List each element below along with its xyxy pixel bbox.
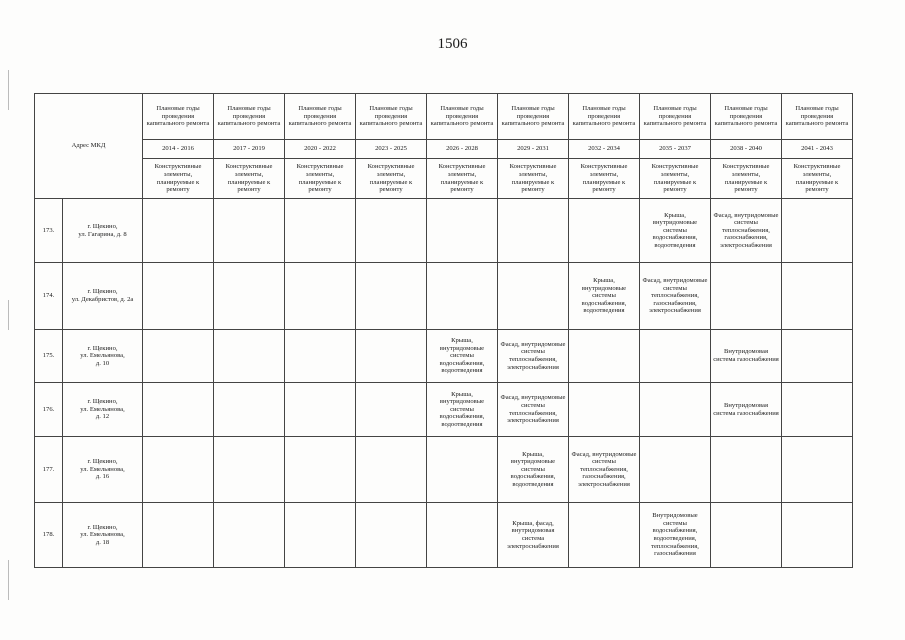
repair-elements-cell <box>285 383 356 437</box>
scan-mark <box>8 560 9 600</box>
period-title-cell: Плановые годы проведения капитального ремонта <box>356 94 427 140</box>
repair-elements-cell: Внутридомовая система газоснабжения <box>711 383 782 437</box>
period-years-cell: 2020 - 2022 <box>285 140 356 159</box>
repair-elements-cell <box>356 330 427 383</box>
period-title-cell: Плановые годы проведения капитального ремонта <box>640 94 711 140</box>
repair-elements-cell <box>782 383 853 437</box>
row-number: 175. <box>35 330 63 383</box>
repair-elements-cell <box>427 503 498 568</box>
row-number: 174. <box>35 263 63 330</box>
repair-elements-cell <box>782 263 853 330</box>
table-row <box>35 263 853 330</box>
repair-elements-cell <box>498 263 569 330</box>
page-number: 1506 <box>437 36 468 52</box>
period-years-cell: 2026 - 2028 <box>427 140 498 159</box>
repair-elements-cell: Внутридомовая система газоснабжения <box>711 330 782 383</box>
repair-elements-cell <box>214 503 285 568</box>
header-row-period-titles <box>35 94 853 140</box>
scan-mark <box>8 300 9 330</box>
scan-mark <box>8 70 9 110</box>
repair-elements-cell <box>498 199 569 263</box>
elements-title-cell: Конструктивные элементы, планируемые к ремонту <box>427 159 498 199</box>
repair-elements-cell <box>214 199 285 263</box>
period-title-cell: Плановые годы проведения капитального ремонта <box>782 94 853 140</box>
repair-elements-cell <box>711 503 782 568</box>
address-line: ул. Декабристов, д. 2а <box>71 296 134 303</box>
row-number: 177. <box>35 437 63 503</box>
repair-elements-cell <box>427 437 498 503</box>
repair-elements-cell <box>214 437 285 503</box>
repair-elements-cell <box>427 263 498 330</box>
repair-elements-cell <box>285 330 356 383</box>
repair-elements-cell: Крыша, внутридомовые системы водоснабжения, водоотведения <box>427 383 498 437</box>
elements-title-cell: Конструктивные элементы, планируемые к ремонту <box>356 159 427 199</box>
repair-elements-cell: Крыша, внутридомовые системы водоснабжения, водоотведения <box>498 437 569 503</box>
period-years-cell: 2032 - 2034 <box>569 140 640 159</box>
period-years-cell: 2035 - 2037 <box>640 140 711 159</box>
repair-elements-cell: Внутридомовые системы водоснабжения, водоотведения, теплоснабжения, газоснабжения <box>640 503 711 568</box>
repair-elements-cell: Фасад, внутридомовые системы теплоснабжения, электроснабжения <box>498 383 569 437</box>
repair-elements-cell <box>711 437 782 503</box>
repair-elements-cell <box>782 503 853 568</box>
repair-elements-cell <box>427 199 498 263</box>
header-row-periods <box>35 140 853 159</box>
elements-title-cell: Конструктивные элементы, планируемые к ремонту <box>498 159 569 199</box>
address-cell <box>63 330 143 383</box>
repair-elements-cell: Крыша, внутридомовые системы водоснабжения, водоотведения <box>569 263 640 330</box>
elements-title-cell: Конструктивные элементы, планируемые к ремонту <box>143 159 214 199</box>
repair-elements-cell <box>640 437 711 503</box>
address-line: г. Щекино, <box>87 344 118 352</box>
period-title-cell: Плановые годы проведения капитального ремонта <box>285 94 356 140</box>
address-column-header: Адрес МКД <box>35 94 143 199</box>
repair-elements-cell <box>285 503 356 568</box>
address-cell <box>63 199 143 263</box>
repair-elements-cell <box>356 437 427 503</box>
address-cell <box>63 503 143 568</box>
repair-elements-cell <box>356 263 427 330</box>
address-line: г. Щекино, <box>87 398 118 406</box>
repair-elements-cell <box>143 263 214 330</box>
repair-elements-cell: Фасад, внутридомовые системы теплоснабжения, газоснабжения, электроснабжения <box>569 437 640 503</box>
table-row <box>35 383 853 437</box>
row-number: 178. <box>35 503 63 568</box>
period-title-cell: Плановые годы проведения капитального ремонта <box>498 94 569 140</box>
elements-title-cell: Конструктивные элементы, планируемые к ремонту <box>285 159 356 199</box>
table-row <box>35 503 853 568</box>
address-cell <box>63 263 143 330</box>
repair-elements-cell <box>356 199 427 263</box>
repair-elements-cell <box>143 330 214 383</box>
repair-elements-cell <box>143 383 214 437</box>
repair-elements-cell <box>569 330 640 383</box>
address-cell <box>63 437 143 503</box>
repair-elements-cell <box>214 383 285 437</box>
elements-title-cell: Конструктивные элементы, планируемые к ремонту <box>782 159 853 199</box>
address-line: ул. Гагарина, д. 8 <box>78 230 127 238</box>
repair-elements-cell <box>782 199 853 263</box>
row-number: 173. <box>35 199 63 263</box>
address-line: г. Щекино, <box>87 222 118 230</box>
address-line: д. 18 <box>95 538 110 546</box>
repair-elements-cell <box>356 503 427 568</box>
table-row <box>35 437 853 503</box>
repair-elements-cell: Крыша, внутридомовые системы водоснабжения, водоотведения <box>640 199 711 263</box>
repair-elements-cell <box>569 199 640 263</box>
address-line: г. Щекино, <box>87 458 118 466</box>
repair-elements-cell: Крыша, фасад, внутридомовая система электроснабжения <box>498 503 569 568</box>
period-title-cell: Плановые годы проведения капитального ремонта <box>569 94 640 140</box>
repair-elements-cell <box>285 437 356 503</box>
repair-elements-cell <box>711 263 782 330</box>
address-line: ул. Емельянова, <box>80 352 125 360</box>
repair-elements-cell <box>143 437 214 503</box>
repair-elements-cell <box>214 330 285 383</box>
address-line: г. Щекино, <box>87 288 118 296</box>
row-number: 176. <box>35 383 63 437</box>
period-title-cell: Плановые годы проведения капитального ремонта <box>427 94 498 140</box>
repair-elements-cell <box>143 503 214 568</box>
period-years-cell: 2029 - 2031 <box>498 140 569 159</box>
repair-elements-cell <box>285 263 356 330</box>
address-line: ул. Емельянова, <box>80 405 125 413</box>
header-row-elements <box>35 159 853 199</box>
period-title-cell: Плановые годы проведения капитального ремонта <box>143 94 214 140</box>
repair-elements-cell: Фасад, внутридомовые системы теплоснабжения, газоснабжения, электроснабжения <box>640 263 711 330</box>
period-years-cell: 2038 - 2040 <box>711 140 782 159</box>
period-years-cell: 2023 - 2025 <box>356 140 427 159</box>
period-years-cell: 2014 - 2016 <box>143 140 214 159</box>
repair-elements-cell: Крыша, внутридомовые системы водоснабжения, водоотведения <box>427 330 498 383</box>
capital-repair-schedule-table <box>34 93 853 568</box>
elements-title-cell: Конструктивные элементы, планируемые к ремонту <box>640 159 711 199</box>
period-years-cell: 2017 - 2019 <box>214 140 285 159</box>
address-cell <box>63 383 143 437</box>
table-row <box>35 330 853 383</box>
repair-elements-cell <box>782 437 853 503</box>
period-title-cell: Плановые годы проведения капитального ремонта <box>214 94 285 140</box>
address-line: ул. Емельянова, <box>80 465 125 473</box>
elements-title-cell: Конструктивные элементы, планируемые к ремонту <box>711 159 782 199</box>
repair-elements-cell <box>143 199 214 263</box>
repair-elements-cell <box>782 330 853 383</box>
period-years-cell: 2041 - 2043 <box>782 140 853 159</box>
repair-elements-cell <box>640 383 711 437</box>
repair-elements-cell <box>640 330 711 383</box>
elements-title-cell: Конструктивные элементы, планируемые к ремонту <box>569 159 640 199</box>
repair-elements-cell: Фасад, внутридомовые системы теплоснабжения, газоснабжения, электроснабжения <box>711 199 782 263</box>
address-line: д. 12 <box>95 413 110 421</box>
address-line: ул. Емельянова, <box>80 531 125 539</box>
table-row <box>35 199 853 263</box>
elements-title-cell: Конструктивные элементы, планируемые к ремонту <box>214 159 285 199</box>
address-line: г. Щекино, <box>87 523 118 531</box>
address-line: д. 16 <box>95 473 110 481</box>
repair-elements-cell <box>569 503 640 568</box>
address-line: д. 10 <box>95 359 110 367</box>
repair-elements-cell <box>569 383 640 437</box>
repair-elements-cell <box>214 263 285 330</box>
repair-elements-cell <box>356 383 427 437</box>
repair-elements-cell: Фасад, внутридомовые системы теплоснабжения, электроснабжения <box>498 330 569 383</box>
period-title-cell: Плановые годы проведения капитального ремонта <box>711 94 782 140</box>
repair-elements-cell <box>285 199 356 263</box>
